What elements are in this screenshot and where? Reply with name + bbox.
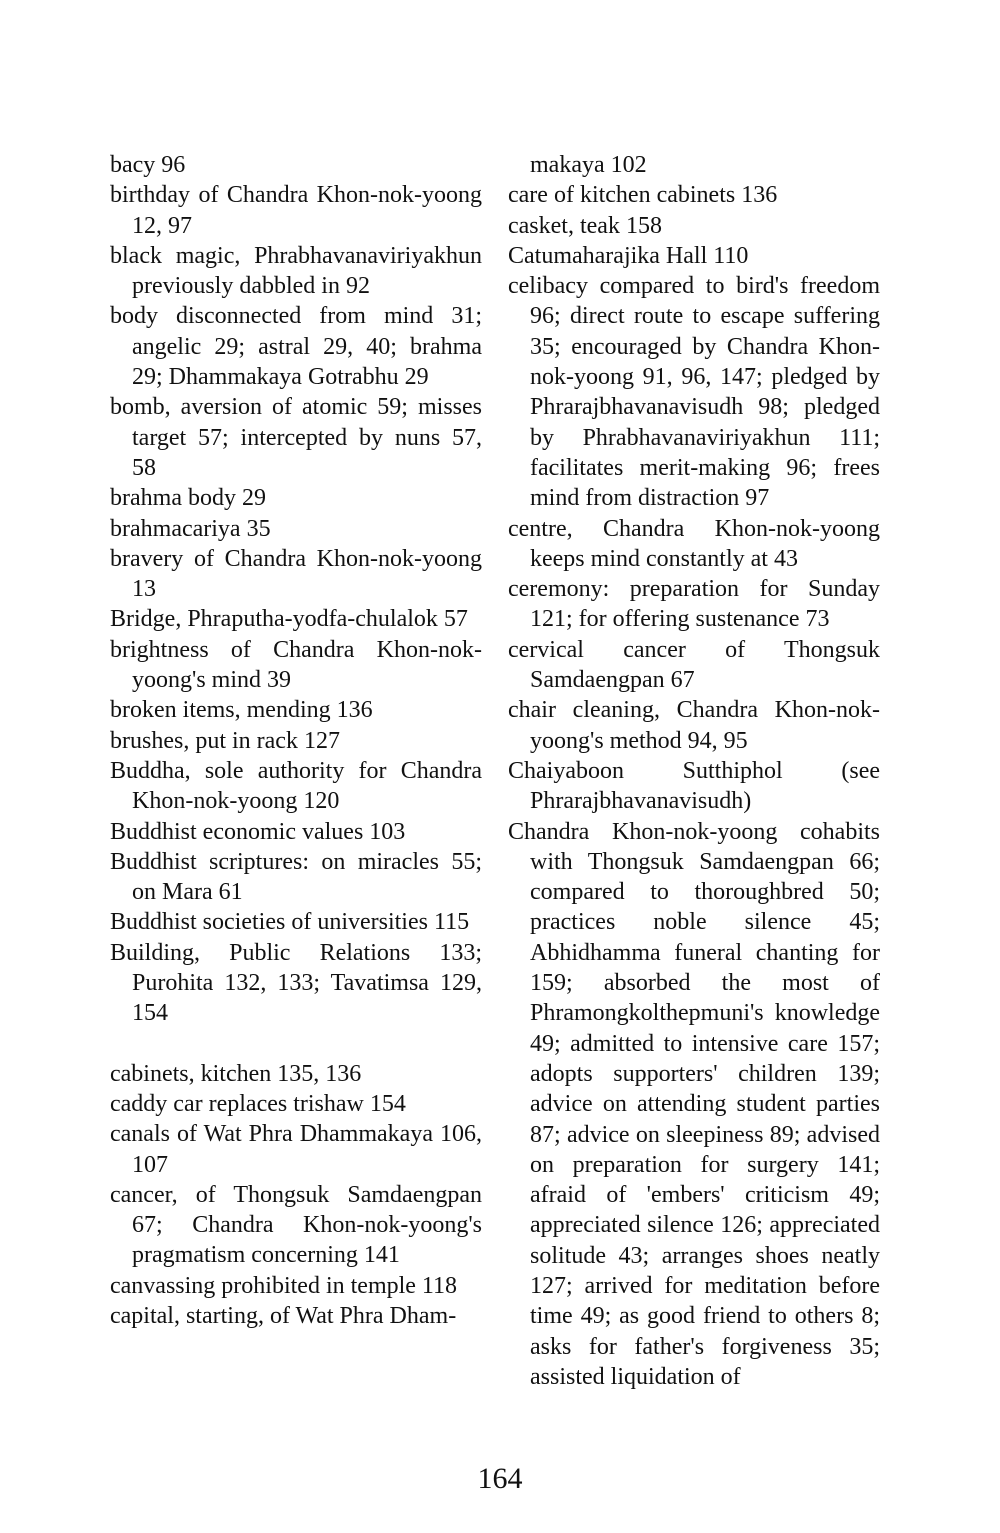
index-entry: bravery of Chandra Khon-nok-yoong 13 <box>110 545 482 603</box>
index-entry: Building, Public Relations 133; Purohita 132, 133; Tavatimsa 129, 154 <box>110 939 482 1027</box>
index-entry: casket, teak 158 <box>508 212 662 239</box>
index-entry: brahma body 29 <box>110 485 266 512</box>
index-entry: brushes, put in rack 127 <box>110 727 340 754</box>
right-column <box>508 150 880 1392</box>
index-entry: chair cleaning, Chandra Khon-nok-yoong's method 94, 95 <box>508 697 880 754</box>
index-entry: centre, Chandra Khon-nok-yoong keeps mind constantly at 43 <box>508 515 880 572</box>
section-gap <box>110 1029 482 1059</box>
index-entry: caddy car replaces trishaw 154 <box>110 1090 406 1117</box>
index-entry: Buddhist scriptures: on miracles 55; on Mara 61 <box>110 848 482 906</box>
index-entry: body disconnected from mind 31; angelic 29; astral 29, 40; brahma 29; Dhammakaya Gotrabhu 29 <box>110 303 482 391</box>
index-entry: bacy 96 <box>110 152 186 178</box>
index-entry: care of kitchen cabinets 136 <box>508 182 778 209</box>
index-entry: Buddha, sole authority for Chandra Khon-nok-yoong 120 <box>110 757 482 815</box>
index-entry: bomb, aversion of atomic 59; misses target 57; intercepted by nuns 57, 58 <box>110 394 482 481</box>
index-entry: Bridge, Phraputha-yodfa-chulalok 57 <box>110 606 468 633</box>
index-entry: broken items, mending 136 <box>110 697 373 724</box>
index-entry: celibacy compared to bird's freedom 96; direct route to escape suffering 35; encouraged by Chandra Khon-nok-yoong 91, 96, 147; pledged by Phrarajbhavanavisudh 98; pledged by Phrabhavanaviriyakhun 111; facilitates merit-making 96; frees mind from distraction 97 <box>508 273 880 512</box>
index-entry: black magic, Phrabhavanaviriyakhun previously dabbled in 92 <box>110 242 482 300</box>
index-entry: Buddhist societies of universities 115 <box>110 909 470 936</box>
index-entry: Chandra Khon-nok-yoong cohabits with Thongsuk Samdaengpan 66; compared to thoroughbred 50; practices noble silence 45; Abhidhamma funeral chanting for 159; absorbed the most of Phramongkolthepmuni's knowledge 49; admitted to intensive care 157; adopts supporters' children 139; advice on attending student parties 87; advice on sleepiness 89; advised on preparation for surgery 141; afraid of 'embers' criticism 49; appreciated silence 126; appreciated solitude 43; arranges shoes neatly 127; arrived for meditation before time 49; as good friend to others 8; asks for father's forgiveness 35; assisted liquidation of <box>508 818 880 1390</box>
index-entry: cervical cancer of Thongsuk Samdaengpan 67 <box>508 636 880 694</box>
index-entry: ceremony: preparation for Sunday 121; for offering sustenance 73 <box>508 576 880 633</box>
index-entry: cabinets, kitchen 135, 136 <box>110 1060 362 1087</box>
index-entry: brightness of Chandra Khon-nok-yoong's mind 39 <box>110 636 482 694</box>
index-entry: canvassing prohibited in temple 118 <box>110 1272 458 1299</box>
index-entry: canals of Wat Phra Dhammakaya 106, 107 <box>110 1121 482 1178</box>
left-column <box>110 150 482 1331</box>
index-entry: brahmacariya 35 <box>110 515 271 542</box>
index-entry: birthday of Chandra Khon-nok-yoong 12, 97 <box>110 182 482 239</box>
index-entry: capital, starting, of Wat Phra Dham- <box>110 1302 457 1329</box>
index-entry: Chaiyaboon Sutthiphol (see Phrarajbhavanavisudh) <box>508 757 880 815</box>
index-entry-continuation: makaya 102 <box>530 152 647 178</box>
page-number: 164 <box>477 1462 523 1495</box>
index-entry: Buddhist economic values 103 <box>110 818 406 845</box>
index-entry: cancer, of Thongsuk Samdaengpan 67; Chandra Khon-nok-yoong's pragmatism concerning 141 <box>110 1181 482 1269</box>
index-entry: Catumaharajika Hall 110 <box>508 242 749 269</box>
